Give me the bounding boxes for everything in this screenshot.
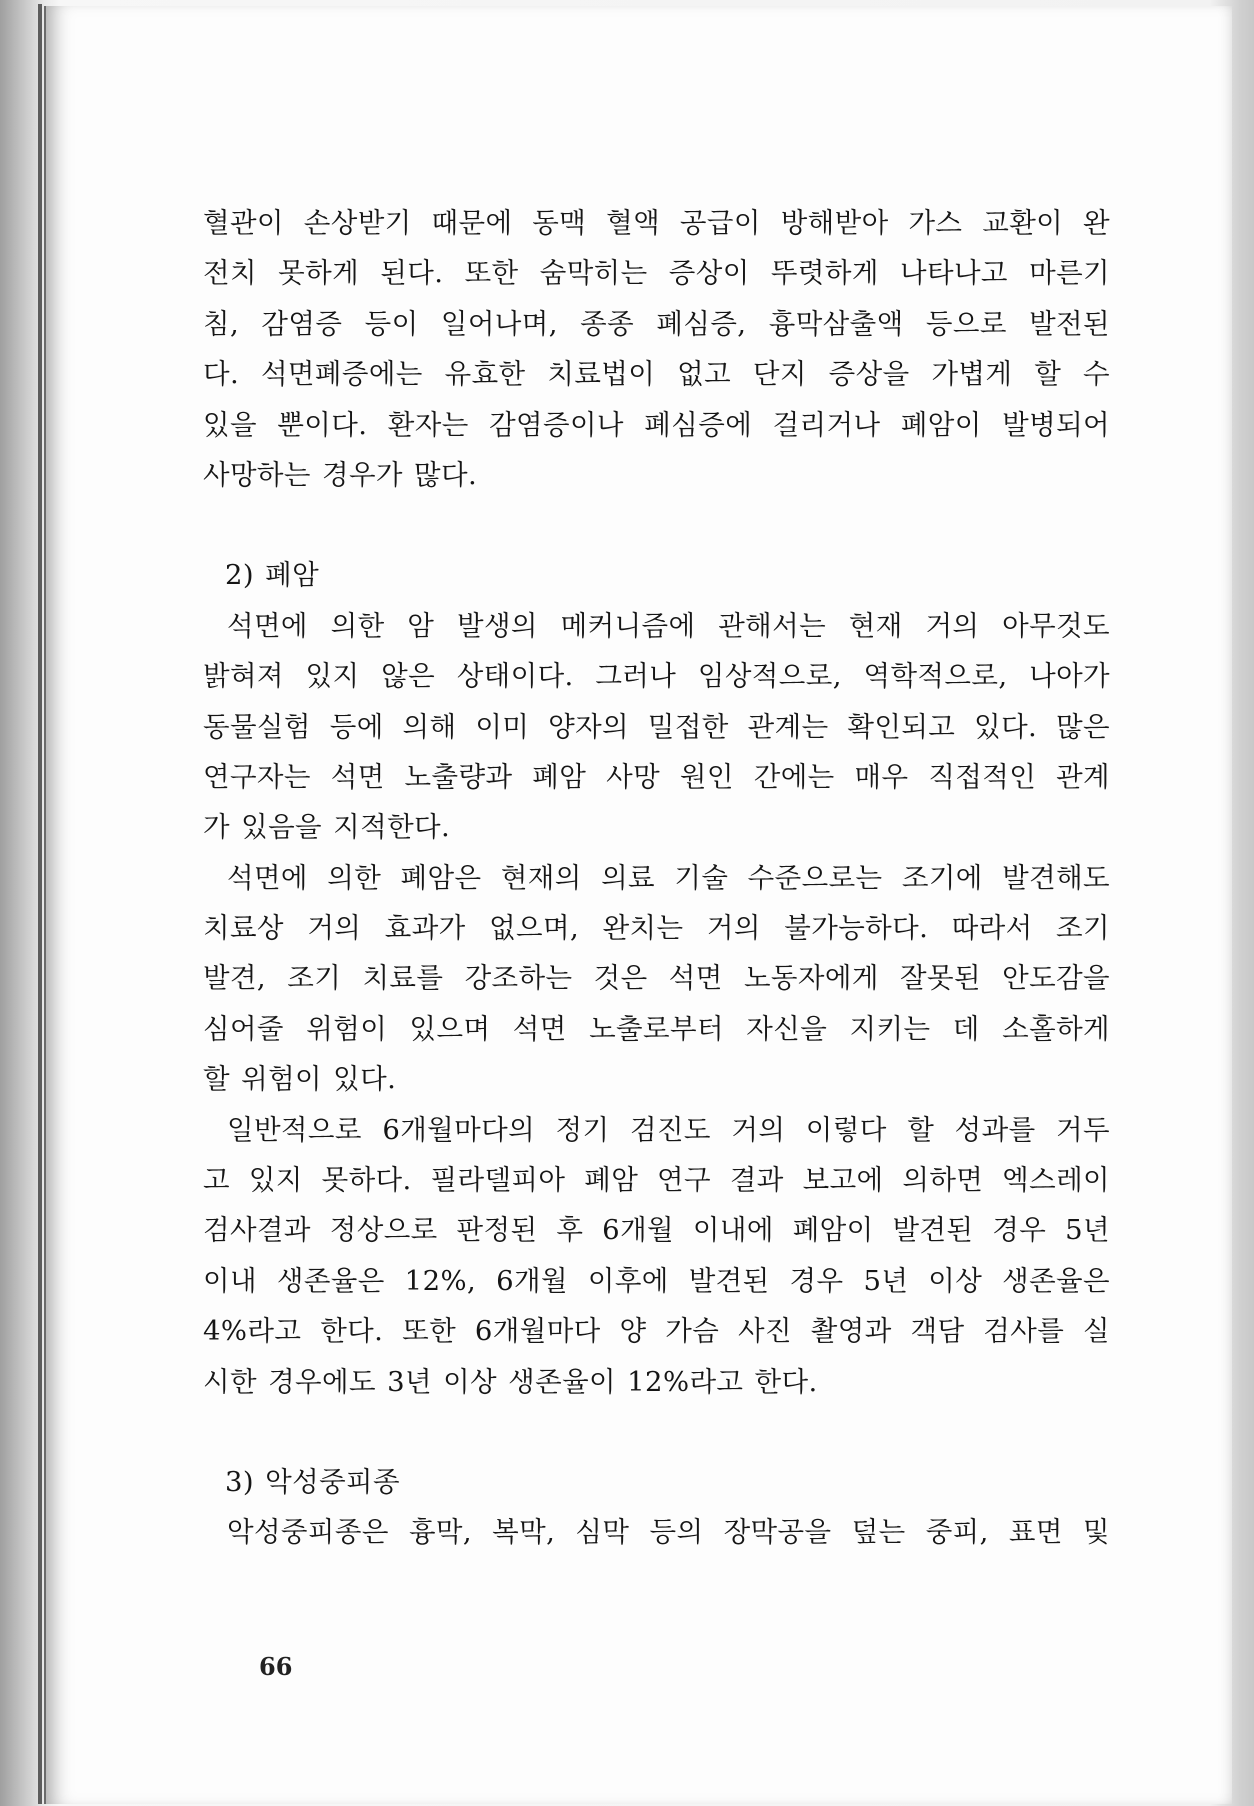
text-line: 침, 감염증 등이 일어나며, 종종 폐심증, 흉막삼출액 등으로 발전된 [203, 307, 1110, 340]
text-line: 검사결과 정상으로 판정된 후 6개월 이내에 폐암이 발견된 경우 5년 [203, 1214, 1110, 1247]
text-line: 밝혀져 있지 않은 상태이다. 그러나 임상적으로, 역학적으로, 나아가 [203, 660, 1110, 693]
text-line: 심어줄 위험이 있으며 석면 노출로부터 자신을 지키는 데 소홀하게 [203, 1012, 1110, 1045]
section-gap [203, 500, 1110, 550]
text-line: 발견, 조기 치료를 강조하는 것은 석면 노동자에게 잘못된 안도감을 [203, 962, 1110, 995]
text-line: 사망하는 경우가 많다. [203, 458, 478, 491]
text-line: 고 있지 못하다. 필라델피아 폐암 연구 결과 보고에 의하면 엑스레이 [203, 1164, 1110, 1197]
text-line: 연구자는 석면 노출량과 폐암 사망 원인 간에는 매우 직접적인 관계 [203, 760, 1110, 793]
text-line: 다. 석면폐증에는 유효한 치료법이 없고 단지 증상을 가볍게 할 수 [203, 358, 1110, 391]
paragraph [203, 1507, 1110, 1557]
section-heading-mesothelioma: 3) 악성중피종 [225, 1465, 400, 1498]
text-line: 혈관이 손상받기 때문에 동맥 혈액 공급이 방해받아 가스 교환이 완 [203, 207, 1110, 239]
text-line: 전치 못하게 된다. 또한 숨막히는 증상이 뚜렷하게 나타나고 마른기 [203, 257, 1110, 290]
text-line: 석면에 의한 폐암은 현재의 의료 기술 수준으로는 조기에 발견해도 [227, 861, 1110, 894]
paragraph-asbestosis-tail [203, 198, 1110, 500]
text-line: 일반적으로 6개월마다의 정기 검진도 거의 이렇다 할 성과를 거두 [227, 1113, 1110, 1146]
text-line: 가 있음을 지적한다. [203, 811, 451, 844]
paragraph [203, 853, 1110, 1105]
body-text [203, 198, 1110, 1558]
text-line: 할 위험이 있다. [203, 1063, 397, 1096]
text-line: 있을 뿐이다. 환자는 감염증이나 폐심증에 걸리거나 폐암이 발병되어 [203, 408, 1110, 441]
text-line: 시한 경우에도 3년 이상 생존율이 12%라고 한다. [203, 1365, 818, 1398]
section-heading-lung-cancer: 2) 폐암 [225, 559, 320, 592]
text-line: 석면에 의한 암 발생의 메커니즘에 관해서는 현재 거의 아무것도 [227, 609, 1110, 642]
text-line: 4%라고 한다. 또한 6개월마다 양 가슴 사진 촬영과 객담 검사를 실 [203, 1315, 1110, 1348]
text-line: 악성중피종은 흉막, 복막, 심막 등의 장막공을 덮는 중피, 표면 및 [227, 1516, 1110, 1549]
text-line: 동물실험 등에 의해 이미 양자의 밀접한 관계는 확인되고 있다. 많은 [203, 710, 1110, 743]
page-spine-edge [38, 4, 42, 1804]
page-number: 66 [259, 1652, 293, 1681]
paragraph [203, 1105, 1110, 1407]
text-line: 이내 생존율은 12%, 6개월 이후에 발견된 경우 5년 이상 생존율은 [203, 1264, 1110, 1297]
section-gap [203, 1407, 1110, 1457]
text-line: 치료상 거의 효과가 없으며, 완치는 거의 불가능하다. 따라서 조기 [203, 912, 1110, 945]
paragraph [203, 601, 1110, 853]
